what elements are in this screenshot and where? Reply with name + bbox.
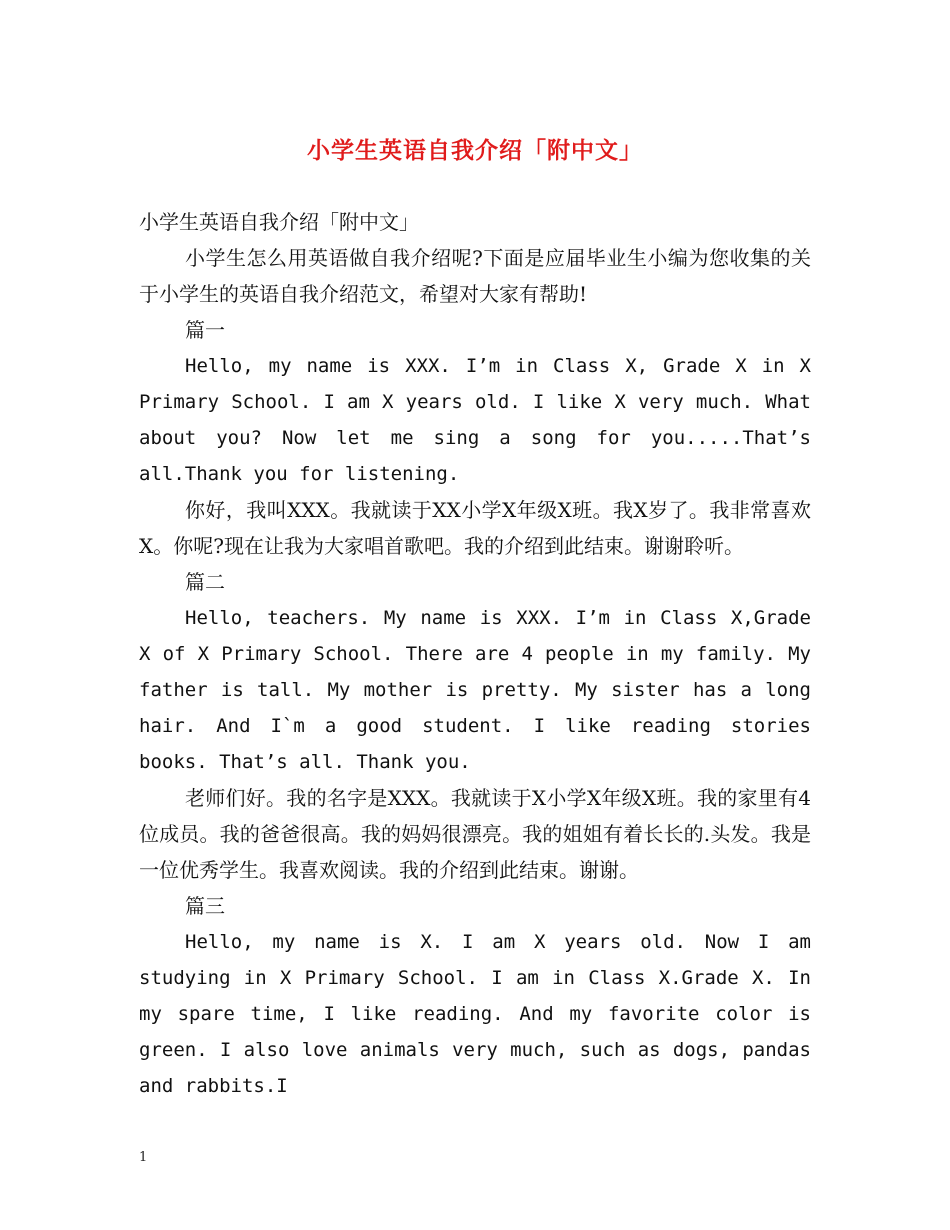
paragraph-heading: 小学生英语自我介绍「附中文」 [139, 210, 419, 234]
paragraph-intro: 小学生怎么用英语做自我介绍呢?下面是应届毕业生小编为您收集的关于小学生的英语自我介绍范文，希望对大家有帮助! [139, 246, 811, 306]
section-heading-1: 篇一 [185, 318, 225, 342]
paragraph-chinese-1: 你好，我叫XXX。我就读于XX小学X年级X班。我X岁了。我非常喜欢X。你呢?现在让我为大家唱首歌吧。我的介绍到此结束。谢谢聆听。 [139, 498, 811, 558]
paragraph-english-2: Hello, teachers. My name is XXX. I’m in Class X,Grade X of X Primary School. There are 4 people in my family. My father is tall. My mother is pretty. My sister has a long hair. And I`m a good student. I like reading stories books. That’s all. Thank you. [139, 607, 811, 773]
paragraph-english-1: Hello, my name is XXX. I’m in Class X, Grade X in X Primary School. I am X years old. I like X very much. What about you? Now let me sing a song for you.....That’s all.Thank you for listening. [139, 355, 811, 485]
paragraph-english-3: Hello, my name is X. I am X years old. Now I am studying in X Primary School. I am in Class X.Grade X. In my spare time, I like reading. And my favorite color is green. I also love animals very much, such as dogs, pandas and rabbits.I [139, 931, 811, 1097]
document-title: 小学生英语自我介绍「附中文」 [307, 137, 643, 164]
paragraph-chinese-2: 老师们好。我的名字是XXX。我就读于X小学X年级X班。我的家里有4位成员。我的爸爸很高。我的妈妈很漂亮。我的姐姐有着长长的.头发。我是一位优秀学生。我喜欢阅读。我的介绍到此结束。谢谢。 [139, 786, 811, 882]
section-heading-3: 篇三 [185, 894, 225, 918]
section-heading-2: 篇二 [185, 570, 225, 594]
document-body [139, 204, 811, 1104]
page-number: 1 [139, 1150, 148, 1165]
